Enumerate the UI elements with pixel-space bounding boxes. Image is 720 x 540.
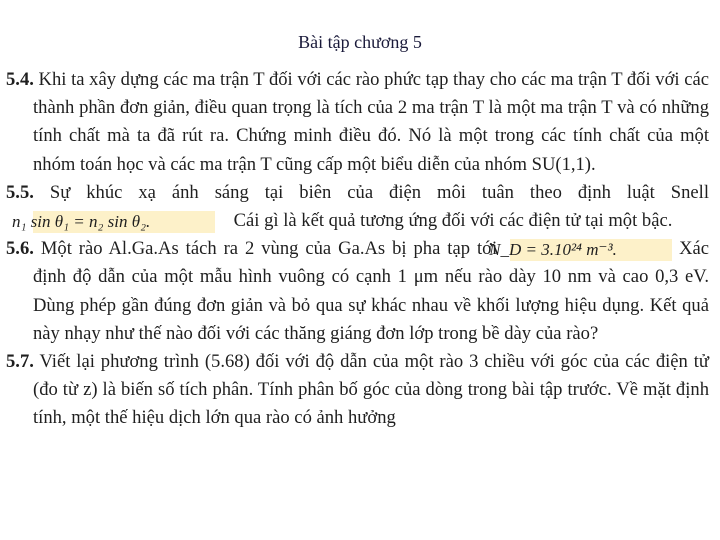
exercise-number: 5.6. <box>6 238 34 260</box>
exercise-5-5 <box>6 179 709 235</box>
exercise-number: 5.5. <box>6 181 34 203</box>
snell-law-formula: n₁ sin θ₁ = n₂ sin θ₂. <box>33 211 215 233</box>
exercise-number: 5.4. <box>6 69 34 90</box>
exercise-text-continued: Xác định độ dẫn của một mẫu hình vuông có cạnh 1 μm nếu rào dày 10 nm và cao 0,3 eV. Dùng phép gần đúng đơn giản và bỏ qua sự khác nhau về khối lượng hiệu dụng. Kết quả này nhạy như thế nào đối với các thăng giáng đơn lớp trong bề dày của rào? <box>33 238 710 344</box>
exercise-number: 5.7. <box>6 351 34 373</box>
exercise-text: Khi ta xây dựng các ma trận T đối với các rào phức tạp thay cho các ma trận T đối với các thành phần đơn giản, điều quan trọng là tích của 2 ma trận T là một ma trận T và có những tính chất mà ta đã rút ra. Chứng minh điều đó. Nó là một trong các tính chất của một nhóm toán học và các ma trận T cũng cấp một biểu diễn của nhóm SU(1,1). <box>33 69 709 175</box>
exercise-5-4 <box>6 66 709 179</box>
exercise-5-6 <box>6 235 709 348</box>
exercise-5-7 <box>6 348 709 433</box>
page-title: Bài tập chương 5 <box>298 32 422 52</box>
exercise-text: Sự khúc xạ ánh sáng tại biên của điện môi tuân theo định luật Snell <box>49 181 709 203</box>
doping-formula: N_D = 3.10²⁴ m⁻³. <box>510 239 672 261</box>
exercise-text: Một rào Al.Ga.As tách ra 2 vùng của Ga.As bị pha tạp tới <box>40 238 498 260</box>
exercise-text-continued: Cái gì là kết quả tương ứng đối với các điện tử tại một bậc. <box>233 210 673 232</box>
exercise-text: Viết lại phương trình (5.68) đối với độ dẫn của một rào 3 chiều với góc của các điện tử (đo từ z) là biến số tích phân. Tính phân bố góc của dòng trong bài tập trước. Về mặt định tính, một thế hiệu dịch lớn qua rào có ảnh hưởng <box>33 351 710 429</box>
exercise-list <box>6 66 709 433</box>
